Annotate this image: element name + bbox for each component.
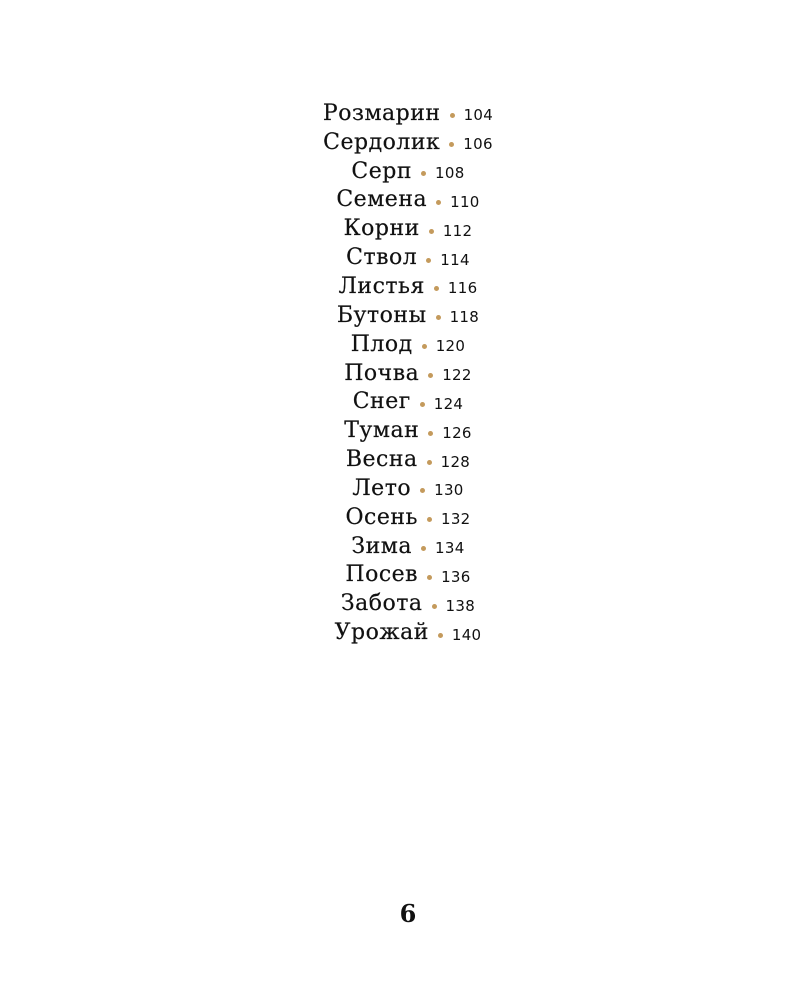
toc-entry-page: 140 — [451, 625, 482, 644]
toc-entry-page: 132 — [441, 510, 471, 529]
toc-entry-title: Серп — [351, 158, 413, 184]
bullet-dot-icon — [427, 575, 432, 580]
toc-entry-page: 118 — [449, 308, 480, 327]
toc-entry-title: Сердолик — [323, 129, 441, 155]
toc-entry-title: Лето — [352, 475, 412, 501]
bullet-dot-icon — [438, 633, 443, 638]
bullet-dot-icon — [420, 488, 425, 493]
toc-entry[interactable] — [335, 618, 482, 647]
toc-entry-page: 122 — [442, 366, 472, 385]
toc-entry[interactable] — [345, 503, 470, 532]
toc-entry-title: Снег — [352, 389, 411, 415]
toc-entry[interactable] — [346, 243, 470, 272]
bullet-dot-icon — [421, 171, 426, 176]
bullet-dot-icon — [421, 546, 426, 551]
toc-entry[interactable] — [352, 474, 463, 503]
toc-entry-title: Туман — [344, 418, 420, 444]
toc-entry-title: Урожай — [334, 620, 429, 646]
page-number: 6 — [399, 899, 417, 928]
bullet-dot-icon — [420, 402, 425, 407]
bullet-dot-icon — [428, 431, 433, 436]
bullet-dot-icon — [422, 344, 427, 349]
toc-entry[interactable] — [336, 186, 479, 215]
toc-entry-page: 110 — [450, 192, 480, 211]
toc-entry-page: 136 — [441, 567, 471, 586]
toc-entry[interactable] — [353, 387, 464, 416]
bullet-dot-icon — [450, 113, 455, 118]
toc-entry[interactable] — [351, 532, 464, 561]
toc-entry[interactable] — [346, 445, 470, 474]
toc-entry-page: 130 — [434, 481, 464, 500]
toc-entry[interactable] — [351, 330, 465, 359]
bullet-dot-icon — [436, 315, 441, 320]
toc-entry[interactable] — [344, 359, 472, 388]
toc-entry-title: Плод — [350, 331, 413, 357]
toc-entry-title: Забота — [340, 591, 423, 617]
bullet-dot-icon — [426, 258, 431, 263]
toc-entry-page: 128 — [440, 452, 471, 471]
toc-entry-title: Корни — [343, 216, 420, 242]
toc-entry[interactable] — [337, 301, 479, 330]
toc-entry[interactable] — [345, 561, 470, 590]
toc-entry-page: 108 — [435, 164, 465, 183]
bullet-dot-icon — [432, 604, 437, 609]
bullet-dot-icon — [434, 286, 439, 291]
bullet-dot-icon — [427, 460, 432, 465]
toc-entry-title: Осень — [345, 504, 418, 530]
toc-entry[interactable] — [323, 128, 493, 157]
toc-entry-page: 104 — [463, 106, 494, 125]
toc-entry[interactable] — [339, 272, 478, 301]
toc-entry-title: Ствол — [346, 245, 418, 271]
toc-entry-title: Семена — [336, 187, 428, 213]
toc-entry-page: 106 — [463, 135, 493, 154]
toc-entry[interactable] — [344, 416, 472, 445]
toc-entry-page: 116 — [447, 279, 478, 298]
toc-entry-title: Листья — [338, 273, 425, 299]
toc-entry-page: 134 — [435, 539, 465, 558]
toc-entry-page: 114 — [440, 250, 470, 269]
toc-entry-title: Посев — [345, 562, 419, 588]
toc-entry-page: 120 — [435, 337, 466, 356]
toc-entry[interactable] — [341, 589, 475, 618]
toc-entry-page: 124 — [433, 394, 464, 413]
bullet-dot-icon — [428, 373, 433, 378]
toc-entry-page: 112 — [442, 221, 473, 240]
toc-entry-title: Бутоны — [336, 302, 427, 328]
toc-entry-title: Почва — [344, 360, 420, 386]
bullet-dot-icon — [449, 142, 454, 147]
bullet-dot-icon — [436, 200, 441, 205]
toc-entry-title: Розмарин — [322, 100, 441, 126]
toc-entry-title: Зима — [351, 533, 413, 559]
toc-entry-page: 138 — [445, 596, 476, 615]
bullet-dot-icon — [429, 229, 434, 234]
bullet-dot-icon — [427, 517, 432, 522]
toc-entry[interactable] — [323, 99, 493, 128]
toc-entry-title: Весна — [345, 447, 418, 473]
table-of-contents — [0, 99, 800, 647]
toc-entry[interactable] — [344, 214, 473, 243]
toc-entry[interactable] — [351, 157, 464, 186]
toc-entry-page: 126 — [442, 423, 472, 442]
